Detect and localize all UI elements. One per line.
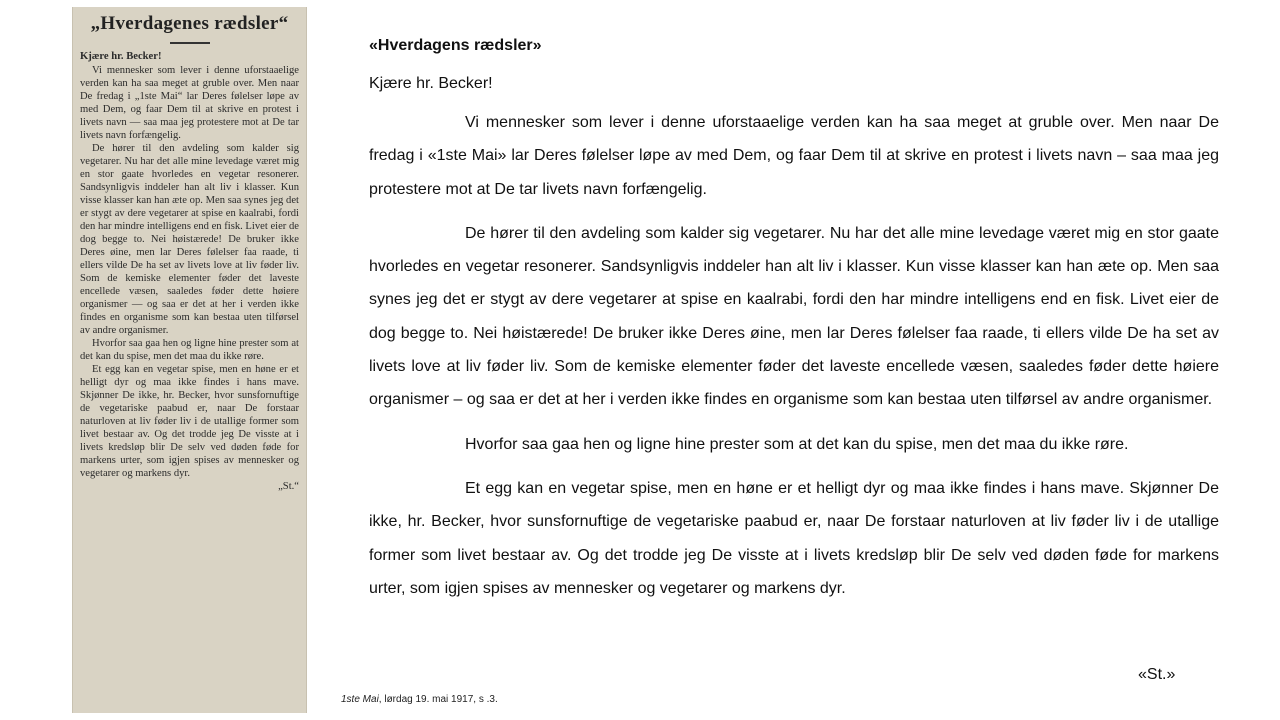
transcript — [369, 30, 1219, 605]
clipping-title: „Hverdagenes rædsler“ — [90, 13, 289, 34]
clipping-divider — [170, 42, 210, 44]
clipping-paragraph: Hvorfor saa gaa hen og ligne hine prester som at det kan du spise, men det maa du ikke røre. — [80, 338, 299, 362]
transcript-signature: «St.» — [1138, 666, 1176, 683]
clipping-paragraph: Et egg kan en vegetar spise, men en høne er et helligt dyr og maa ikke findes i hans mave. Skjønner De ikke, hr. Becker, hvor sunsfornuftige de vegetariske paabud er, naar De forstaar naturloven at liv føder liv i de utallige former som livet bestaar av. Og det trodde jeg De visste at i livets kredsløp blir De selv ved døden føde for markens urter, som igjen spises av mennesker og vegetarer og markens dyr. — [80, 364, 299, 479]
clipping-body — [73, 50, 306, 493]
transcript-salutation: Kjære hr. Becker! — [369, 75, 493, 92]
clipping-paragraph: Vi mennesker som lever i denne uforstaaelige verden kan ha saa meget at gruble over. Men naar De fredag i „1ste Mai“ lar Deres følelser løpe av med Dem, og faar Dem til at skrive en protest i livets navn — saa maa jeg protestere mot at De tar livets navn forfængelig. — [80, 65, 299, 141]
clipping-paragraph: De hører til den avdeling som kalder sig vegetarer. Nu har det alle mine levedage været mig en stor gaate hvorledes en vegetar resonerer. Sandsynligvis inddeler han alt liv i klasser. Kun visse klasser kan han æte op. Men saa synes jeg det er stygt av dere vegetarer at spise en kaalrabi, fordi den har mindre intelligens end en fisk. Livet eier de dog begge to. Nei høistærede! De bruker ikke Deres øine, men lar Deres følelser faa raade, ti ellers vilde De ha set av livets love at liv føder liv. Som de kemiske elementer føder det laveste encellede væsen, saaledes føder dette høiere organismer — og saa er det at her i verden ikke findes en organisme som kan bestaa uten tilførsel av andre organismer. — [80, 143, 299, 336]
caption-publication: 1ste Mai — [341, 694, 379, 705]
transcript-paragraph-2: De hører til den avdeling som kalder sig vegetarer. Nu har det alle mine levedage været mig en stor gaate hvorledes en vegetar resonerer. Sandsynligvis inddeler han alt liv i klasser. Kun visse klasser kan han æte op. Men saa synes jeg det er stygt av dere vegetarer at spise en kaalrabi, fordi den har mindre intelligens end en fisk. Livet eier de dog begge to. Nei høistærede! De bruker ikke Deres øine, men lar Deres følelser faa raade, ti ellers vilde De ha set av livets love at liv føder liv. Som de kemiske elementer føder det laveste encellede væsen, saaledes føder dette høiere organismer – og saa er det at her i verden ikke findes en organisme som kan bestaa uten tilførsel av andre organismer. — [369, 224, 1219, 409]
transcript-paragraph-4: Et egg kan en vegetar spise, men en høne er et helligt dyr og maa ikke findes i hans mave. Skjønner De ikke, hr. Becker, hvor sunsfornuftige de vegetariske paabud er, naar De forstaar naturloven at liv føder liv i de utallige former som livet bestaar av. Og det trodde jeg De visste at i livets kredsløp blir De selv ved døden føde for markens urter, som igjen spises av mennesker og vegetarer og markens dyr. — [369, 479, 1219, 597]
clipping-signature: „St.“ — [278, 481, 299, 492]
transcript-paragraph-3: Hvorfor saa gaa hen og ligne hine prester som at det kan du spise, men det maa du ikke røre. — [465, 435, 1129, 453]
transcript-title: «Hverdagens rædsler» — [369, 37, 542, 54]
clipping-salutation: Kjære hr. Becker! — [80, 51, 162, 62]
newspaper-clipping-image — [72, 7, 307, 713]
source-caption — [341, 694, 498, 705]
transcript-paragraph-1: Vi mennesker som lever i denne uforstaaelige verden kan ha saa meget at gruble over. Men naar De fredag i «1ste Mai» lar Deres følelser løpe av med Dem, og faar Dem til at skrive en protest i livets navn – saa maa jeg protestere mot at De tar livets navn forfængelig. — [369, 114, 1219, 198]
caption-details: , lørdag 19. mai 1917, s .3. — [378, 694, 498, 705]
